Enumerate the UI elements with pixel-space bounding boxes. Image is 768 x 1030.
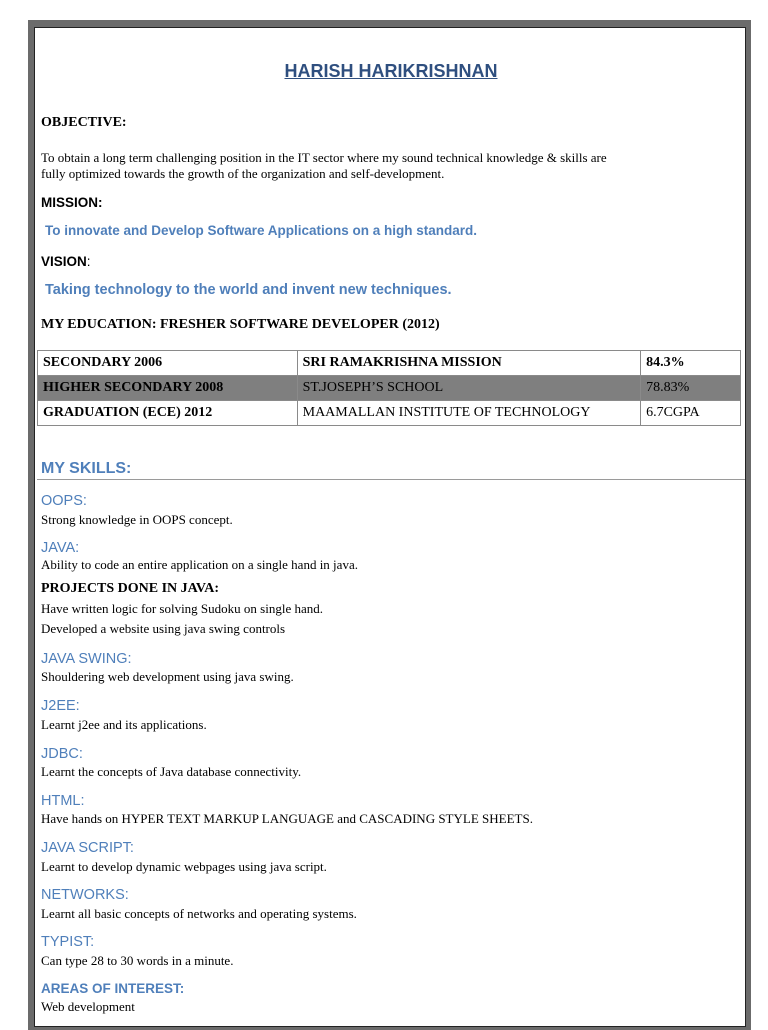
vision-heading: [41, 254, 91, 269]
skill-java-text: Ability to code an entire application on a single hand in java.: [41, 557, 358, 572]
skill-jdbc-heading: JDBC:: [41, 746, 83, 762]
edu-institution: ST.JOSEPH’S SCHOOL: [297, 376, 640, 401]
edu-level: HIGHER SECONDARY 2008: [38, 376, 298, 401]
edu-score: 84.3%: [641, 351, 741, 376]
mission-heading: MISSION:: [41, 195, 103, 210]
skill-swing-text: Shouldering web development using java swing.: [41, 669, 294, 684]
skill-networks-text: Learnt all basic concepts of networks and operating systems.: [41, 906, 357, 921]
table-row: [38, 401, 741, 426]
skill-oops-heading: OOPS:: [41, 493, 87, 509]
edu-level: GRADUATION (ECE) 2012: [38, 401, 298, 426]
skill-java-heading: JAVA:: [41, 540, 80, 556]
education-table: [37, 350, 741, 426]
skill-networks-heading: NETWORKS:: [41, 887, 129, 903]
table-row: [38, 351, 741, 376]
skill-j2ee-heading: J2EE:: [41, 698, 80, 714]
edu-institution: SRI RAMAKRISHNA MISSION: [297, 351, 640, 376]
edu-score: 78.83%: [641, 376, 741, 401]
vision-heading-label: VISION: [41, 254, 87, 269]
skill-typist-heading: TYPIST:: [41, 934, 95, 950]
table-row: [38, 376, 741, 401]
mission-text: To innovate and Develop Software Applications on a high standard.: [45, 223, 478, 238]
skill-js-heading: JAVA SCRIPT:: [41, 840, 134, 856]
skill-html-heading: HTML:: [41, 793, 85, 809]
candidate-name: HARISH HARIKRISHNAN: [284, 61, 498, 81]
edu-institution: MAAMALLAN INSTITUTE OF TECHNOLOGY: [297, 401, 640, 426]
skill-jdbc-text: Learnt the concepts of Java database connectivity.: [41, 764, 302, 779]
objective-heading: OBJECTIVE:: [41, 115, 127, 130]
project-item: Have written logic for solving Sudoku on single hand.: [41, 601, 323, 616]
areas-of-interest-heading: AREAS OF INTEREST:: [41, 981, 185, 996]
resume-page: [34, 27, 746, 1027]
project-item: Developed a website using java swing controls: [41, 621, 286, 636]
objective-line-2: fully optimized towards the growth of the organization and self-development.: [41, 166, 445, 181]
education-heading: MY EDUCATION: FRESHER SOFTWARE DEVELOPER (2012): [41, 317, 440, 332]
skill-html-text: Have hands on HYPER TEXT MARKUP LANGUAGE and CASCADING STYLE SHEETS.: [41, 811, 533, 826]
areas-of-interest-text: Web development: [41, 999, 135, 1014]
edu-level: SECONDARY 2006: [38, 351, 298, 376]
skill-j2ee-text: Learnt j2ee and its applications.: [41, 717, 207, 732]
skill-oops-text: Strong knowledge in OOPS concept.: [41, 512, 233, 527]
vision-colon: :: [86, 254, 91, 269]
objective-line-1: To obtain a long term challenging position in the IT sector where my sound technical knowledge & skills are: [41, 150, 607, 165]
edu-score: 6.7CGPA: [641, 401, 741, 426]
skill-swing-heading: JAVA SWING:: [41, 651, 132, 667]
skill-typist-text: Can type 28 to 30 words in a minute.: [41, 953, 234, 968]
skills-divider: [37, 479, 746, 480]
skills-heading: MY SKILLS:: [41, 460, 132, 477]
vision-text: Taking technology to the world and invent new techniques.: [45, 282, 452, 298]
projects-heading: PROJECTS DONE IN JAVA:: [41, 581, 220, 596]
skill-js-text: Learnt to develop dynamic webpages using java script.: [41, 859, 327, 874]
